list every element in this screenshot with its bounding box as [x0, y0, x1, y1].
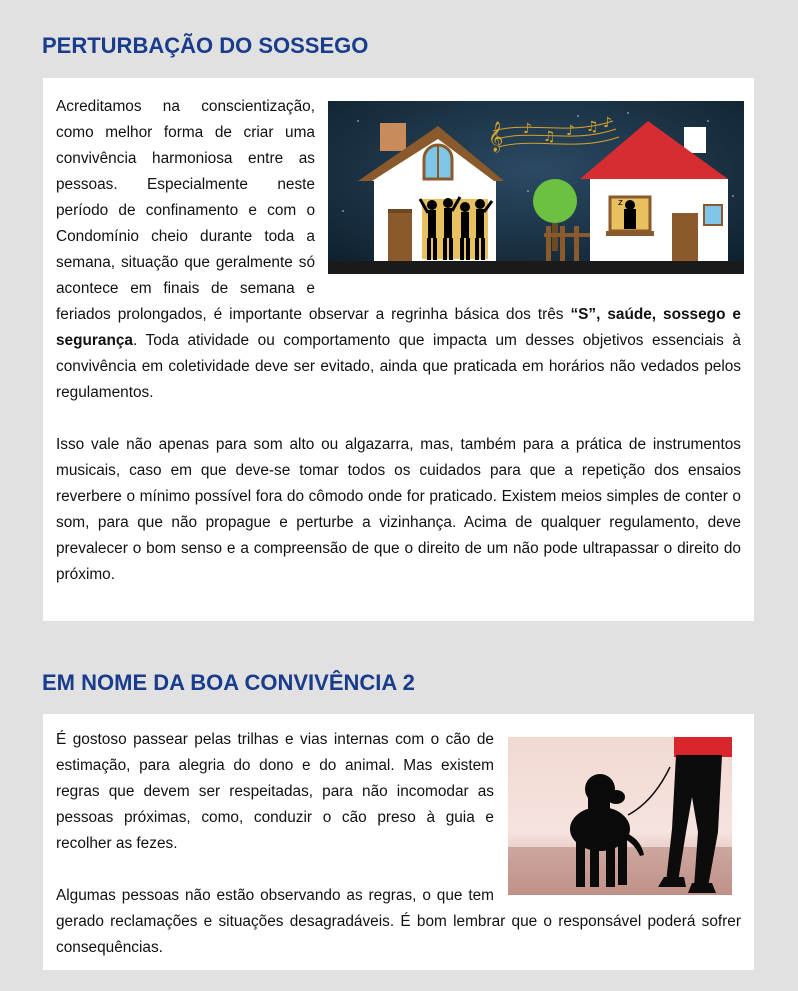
- svg-text:♪: ♪: [523, 121, 532, 137]
- svg-text:♫: ♫: [586, 119, 599, 135]
- svg-text:♪: ♪: [566, 123, 575, 139]
- dog-walk-photo: [508, 737, 732, 895]
- svg-text:z: z: [618, 198, 623, 208]
- sossego-paragraph-1: Acreditamos na conscientização, como melhor forma de criar uma convivência harmoniosa entre as pessoas. Especialmente neste período de confinamento e com o Condomínio cheio durante toda a semana, situação que geralmente só acontece em finais de semana e feriados prolongados, é importante observar a regrinha básica dos três “S”, saúde, sossego e segurança. Toda atividade ou comportamento que impacta um desses objetivos essenciais à convivência em coletividade deve ser evitado, ainda que praticada em horários não vedados pelos regulamentos.: [56, 98, 741, 401]
- section-title-convivencia: EM NOME DA BOA CONVIVÊNCIA 2: [42, 670, 415, 695]
- dog-walk-photo-icon: [508, 737, 732, 895]
- noise-illustration-icon: [328, 101, 744, 274]
- convivencia-card: [43, 714, 754, 970]
- svg-text:♫: ♫: [543, 129, 556, 145]
- convivencia-paragraph-1: É gostoso passear pelas trilhas e vias internas com o cão de estimação, para alegria do dono e do animal. Mas existem regras que devem ser respeitadas, para não incomodar as pessoas próximas, como, conduzir o cão preso à guia e recolher as fezes.: [56, 731, 494, 852]
- convivencia-paragraph-2: Algumas pessoas não estão observando as regras, o que tem gerado reclamações e situações desagradáveis. É bom lembrar que o responsável poderá sofrer consequências.: [56, 887, 741, 956]
- section-title-sossego: PERTURBAÇÃO DO SOSSEGO: [42, 33, 369, 58]
- sossego-paragraph-2: Isso vale não apenas para som alto ou algazarra, mas, também para a prática de instrumentos musicais, caso em que deve-se tomar todos os cuidados para que a repetição dos ensaios reverbere o mínimo possível fora do cômodo onde for praticado. Existem meios simples de conter o som, para que não propague e perturbe a vizinhança. Acima de qualquer regulamento, deve prevalecer o bom senso e a compreensão de que o direito de um não pode ultrapassar o direito do próximo.: [56, 436, 741, 583]
- noisy-neighbors-illustration: [328, 101, 744, 274]
- sossego-card: [43, 78, 754, 621]
- svg-text:♪: ♪: [603, 115, 612, 131]
- three-s-emphasis: “S”, saúde, sossego e segurança: [56, 306, 741, 349]
- svg-text:𝄞: 𝄞: [488, 122, 504, 152]
